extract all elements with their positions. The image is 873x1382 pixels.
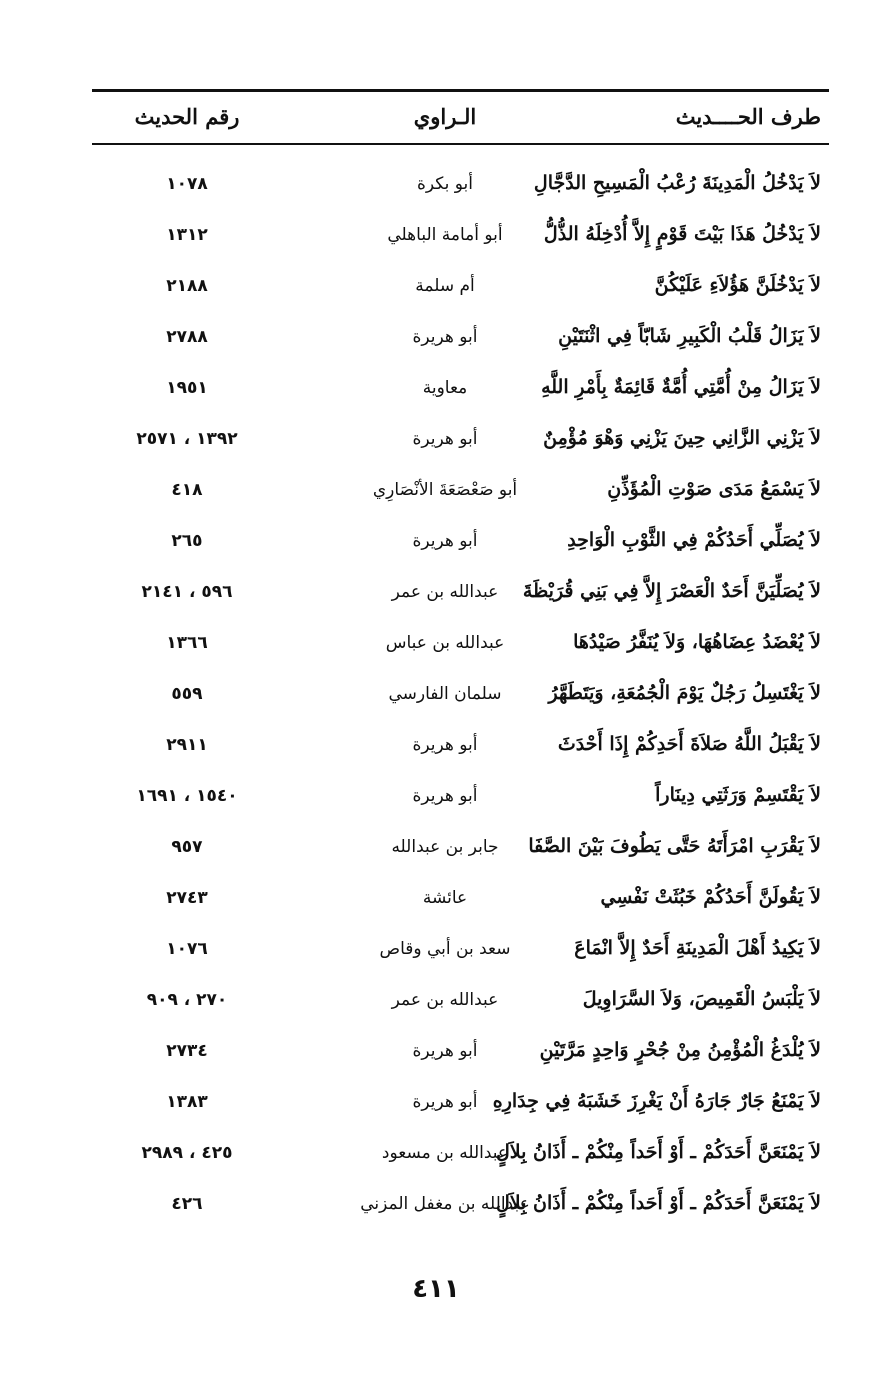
hadith-text: لاَ يَلْبَسُ الْقَمِيصَ، وَلاَ السَّرَاوِيلَ <box>582 988 821 1010</box>
header-narrator: الـراوي <box>413 104 477 129</box>
hadith-number: ٢٧٨٨ <box>166 327 208 347</box>
hadith-text: لاَ يَدْخُلَنَّ هَؤُلاَءِ عَلَيْكُنَّ <box>654 274 821 296</box>
narrator: عبدالله بن عمر <box>391 582 499 602</box>
hadith-number: ٤٢٦ <box>171 1194 203 1214</box>
hadith-number: ١٩٥١ <box>166 378 208 398</box>
narrator: عبدالله بن مغفل المزني <box>360 1194 530 1214</box>
hadith-number: ٢٧٣٤ <box>166 1041 208 1061</box>
narrator: أبو هريرة <box>412 531 478 551</box>
hadith-text: لاَ يَمْنَعُ جَارٌ جَارَهُ أَنْ يَغْرِزَ خَشَبَهُ فِي جِدَارِهِ <box>492 1090 821 1112</box>
hadith-text: لاَ يَقْتَسِمْ وَرَثَتِي دِينَاراً <box>655 784 821 806</box>
header-rule <box>92 143 829 145</box>
hadith-text: لاَ يَمْنَعَنَّ أَحَدَكُمْ ـ أَوْ أَحَداً مِنْكُمْ ـ أَذَانُ بِلاَلٍ <box>495 1192 821 1214</box>
hadith-text: لاَ يَدْخُلُ هَذَا بَيْتَ قَوْمٍ إِلاَّ أُدْخِلَهُ الذُّلُّ <box>543 223 821 245</box>
narrator: أبو هريرة <box>412 786 478 806</box>
hadith-index-list <box>92 164 829 1235</box>
table-row <box>92 368 829 419</box>
table-row <box>92 470 829 521</box>
narrator: أبو هريرة <box>412 327 478 347</box>
hadith-number: ١٥٤٠ ، ١٦٩١ <box>136 786 238 806</box>
hadith-number: ٤٢٥ ، ٢٩٨٩ <box>141 1143 233 1163</box>
hadith-text: لاَ يَزَالُ قَلْبُ الْكَبِيرِ شَابّاً فِي اثْنَتَيْنِ <box>558 325 821 347</box>
table-row <box>92 572 829 623</box>
table-row <box>92 419 829 470</box>
hadith-text: لاَ يَمْنَعَنَّ أَحَدَكُمْ ـ أَوْ أَحَداً مِنْكُمْ ـ أَذَانُ بِلاَلٍ <box>495 1141 821 1163</box>
narrator: سعد بن أبي وقاص <box>379 939 511 959</box>
hadith-text: لاَ يَزَالُ مِنْ أُمَّتِي أُمَّةٌ قَائِمَةٌ بِأَمْرِ اللَّهِ <box>541 376 821 398</box>
narrator: عبدالله بن عباس <box>385 633 505 653</box>
hadith-text: لاَ يَغْتَسِلُ رَجُلٌ يَوْمَ الْجُمُعَةِ، وَيَتَطَهَّرُ <box>548 682 821 704</box>
header-hadith-number: رقم الحديث <box>134 104 240 129</box>
table-row <box>92 164 829 215</box>
table-row <box>92 521 829 572</box>
table-row <box>92 266 829 317</box>
hadith-number: ١٣٦٦ <box>166 633 208 653</box>
narrator: أبو أمامة الباهلي <box>387 225 503 245</box>
hadith-number: ١٣٨٣ <box>166 1092 208 1112</box>
table-row <box>92 1031 829 1082</box>
narrator: أم سلمة <box>415 276 475 296</box>
hadith-number: ١٠٧٦ <box>166 939 208 959</box>
hadith-text: لاَ يَزْنِي الزَّانِي حِينَ يَزْنِي وَهْوَ مُؤْمِنٌ <box>543 427 821 449</box>
hadith-text: لاَ يَقُولَنَّ أَحَدُكُمْ خَبُثَتْ نَفْسِي <box>600 886 821 908</box>
page-number: ٤١١ <box>412 1274 460 1304</box>
hadith-number: ٥٥٩ <box>171 684 203 704</box>
narrator: أبو هريرة <box>412 429 478 449</box>
narrator: أبو هريرة <box>412 1092 478 1112</box>
narrator: عبدالله بن عمر <box>391 990 499 1010</box>
header-hadith-text: طرف الحــــديث <box>675 104 821 129</box>
table-row <box>92 827 829 878</box>
hadith-number: ٢٩١١ <box>166 735 208 755</box>
hadith-text: لاَ يَقْبَلُ اللَّهُ صَلاَةَ أَحَدِكُمْ إِذَا أَحْدَثَ <box>557 733 821 755</box>
table-row <box>92 674 829 725</box>
hadith-number: ٢٧٤٣ <box>166 888 208 908</box>
narrator: أبو بكرة <box>416 174 474 194</box>
table-row <box>92 929 829 980</box>
hadith-text: لاَ يَكِيدُ أَهْلَ الْمَدِينَةِ أَحَدٌ إِلاَّ انْمَاعَ <box>574 937 821 959</box>
hadith-number: ٢١٨٨ <box>166 276 208 296</box>
narrator: جابر بن عبدالله <box>391 837 499 857</box>
table-row <box>92 215 829 266</box>
hadith-number: ١٣٩٢ ، ٢٥٧١ <box>136 429 238 449</box>
hadith-text: لاَ يُعْضَدُ عِضَاهُهَا، وَلاَ يُنَفَّرُ صَيْدُهَا <box>573 631 821 653</box>
hadith-text: لاَ يُلْدَغُ الْمُؤْمِنُ مِنْ جُحْرٍ وَاحِدٍ مَرَّتَيْنِ <box>539 1039 821 1061</box>
narrator: سلمان الفارسي <box>388 684 502 704</box>
table-row <box>92 776 829 827</box>
hadith-number: ٩٥٧ <box>171 837 203 857</box>
hadith-text: لاَ يُصَلِّيَنَّ أَحَدٌ الْعَصْرَ إِلاَّ فِي بَنِي قُرَيْظَةَ <box>522 580 821 602</box>
hadith-text: لاَ يَسْمَعُ مَدَى صَوْتِ الْمُؤَذِّنِ <box>607 478 821 500</box>
table-row <box>92 623 829 674</box>
table-row <box>92 317 829 368</box>
hadith-number: ٢٧٠ ، ٩٠٩ <box>146 990 228 1010</box>
table-row <box>92 725 829 776</box>
hadith-number: ٢٦٥ <box>171 531 203 551</box>
table-row <box>92 878 829 929</box>
hadith-text: لاَ يَقْرَبِ امْرَأَتَهُ حَتَّى يَطُوفَ بَيْنَ الصَّفَا <box>528 835 821 857</box>
top-rule <box>92 89 829 92</box>
hadith-number: ٥٩٦ ، ٢١٤١ <box>141 582 233 602</box>
hadith-number: ٤١٨ <box>171 480 203 500</box>
narrator: أبو صَعْصَعَةَ الأنْصَارِي <box>372 480 518 500</box>
table-row <box>92 980 829 1031</box>
narrator: أبو هريرة <box>412 1041 478 1061</box>
narrator: عبدالله بن مسعود <box>381 1143 509 1163</box>
hadith-text: لاَ يُصَلِّي أَحَدُكُمْ فِي الثَّوْبِ الْوَاحِدِ <box>567 529 821 551</box>
table-row <box>92 1082 829 1133</box>
hadith-text: لاَ يَدْخُلُ الْمَدِينَةَ رُعْبُ الْمَسِيحِ الدَّجَّالِ <box>533 172 821 194</box>
table-row <box>92 1184 829 1235</box>
table-header <box>92 104 829 138</box>
table-row <box>92 1133 829 1184</box>
narrator: أبو هريرة <box>412 735 478 755</box>
hadith-number: ١٣١٢ <box>166 225 208 245</box>
narrator: معاوية <box>422 378 468 398</box>
narrator: عائشة <box>422 888 468 908</box>
hadith-number: ١٠٧٨ <box>166 174 208 194</box>
